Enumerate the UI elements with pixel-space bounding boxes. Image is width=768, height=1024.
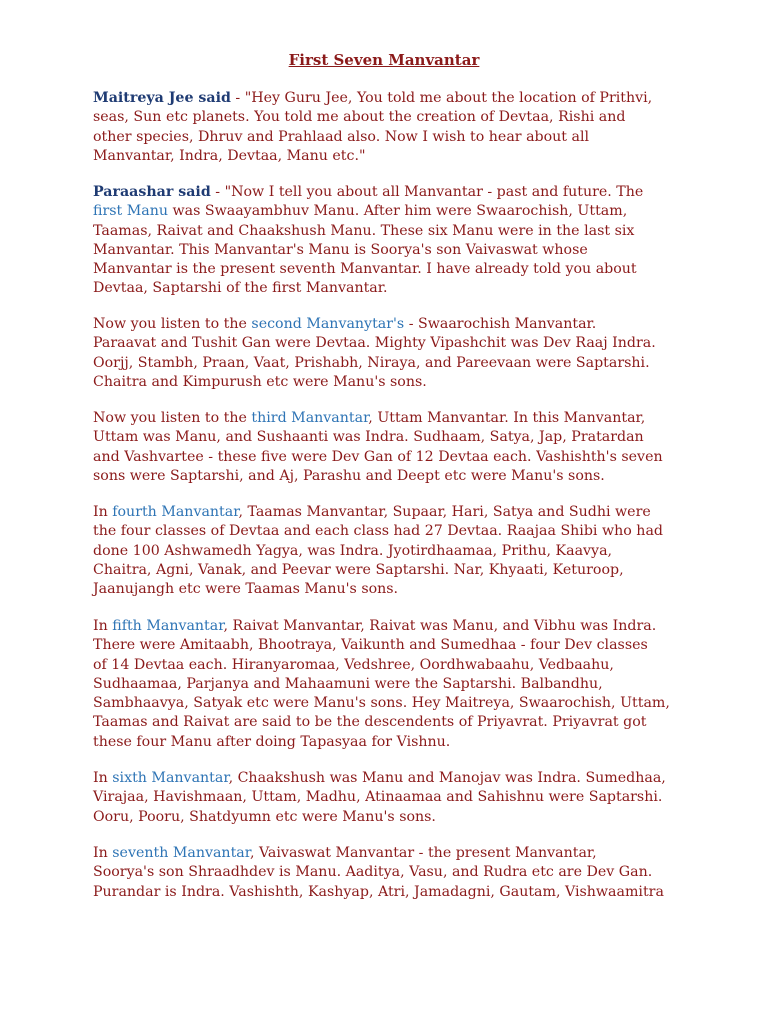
text-segment: Virajaa, Havishmaan, Uttam, Madhu, Atinaamaa and Sahishnu were Saptarshi. <box>93 789 663 806</box>
text-segment: Now you listen to the <box>93 410 252 426</box>
text-line <box>93 636 693 655</box>
text-segment: There were Amitaabh, Bhootraya, Vaikunth and Sumedhaa - four Dev classes <box>93 637 648 654</box>
text-segment: was Swaayambhuv Manu. After him were Swaarochish, Uttam, <box>168 203 628 220</box>
paragraph-sixth <box>93 769 693 827</box>
text-line <box>93 409 693 428</box>
text-segment: In <box>93 504 113 520</box>
text-line <box>93 279 693 298</box>
text-line <box>93 617 693 636</box>
text-segment: Jaanujangh etc were Taamas Manu's sons. <box>93 581 399 598</box>
text-segment: In <box>93 770 113 786</box>
paragraph-fifth <box>93 617 693 752</box>
text-segment: Sambhaavya, Satyak etc were Manu's sons. Hey Maitreya, Swaarochish, Uttam, <box>93 695 670 712</box>
text-segment: of 14 Devtaa each. Hiranyaromaa, Vedshree, Oordhwabaahu, Vedbaahu, <box>93 656 614 673</box>
text-segment: Taamas, Raivat and Chaakshush Manu. These six Manu were in the last six <box>93 222 635 239</box>
text-line <box>93 542 693 561</box>
text-segment: Taamas and Raivat are said to be the descendents of Priyavrat. Priyavrat got <box>93 714 647 731</box>
paragraph-paraashar <box>93 183 693 299</box>
manvantar-reference: third Manvantar <box>251 410 369 426</box>
text-line <box>93 128 693 147</box>
text-segment: Now you listen to the <box>93 316 252 332</box>
text-line <box>93 733 693 752</box>
paragraph-seventh <box>93 844 693 902</box>
text-line <box>93 448 693 467</box>
text-line <box>93 808 693 827</box>
text-segment: Ooru, Pooru, Shatdyumn etc were Manu's sons. <box>93 808 436 825</box>
speaker-label: Maitreya Jee said <box>93 90 231 106</box>
text-line <box>93 503 693 522</box>
text-line <box>93 863 693 882</box>
text-line <box>93 222 693 241</box>
text-line <box>93 373 693 392</box>
text-segment: Manvantar. This Manvantar's Manu is Soorya's son Vaivaswat whose <box>93 241 588 258</box>
text-segment: Manvantar is the present seventh Manvantar. I have already told you about <box>93 261 637 278</box>
text-line <box>93 788 693 807</box>
text-segment: Paraavat and Tushit Gan were Devtaa. Mighty Vipashchit was Dev Raaj Indra. <box>93 335 656 352</box>
text-line <box>93 467 693 486</box>
text-line <box>93 428 693 447</box>
text-line <box>93 844 693 863</box>
speaker-label: Paraashar said <box>93 184 211 200</box>
text-segment: - "Hey Guru Jee, You told me about the location of Prithvi, <box>230 90 653 106</box>
text-segment: Chaitra, Agni, Vanak, and Peevar were Saptarshi. Nar, Khyaati, Keturoop, <box>93 561 624 578</box>
text-segment: Manvantar, Indra, Devtaa, Manu etc." <box>93 147 366 164</box>
text-line <box>93 656 693 675</box>
text-segment: Sudhaamaa, Parjanya and Mahaamuni were the Saptarshi. Balbandhu, <box>93 675 603 692</box>
manvantar-reference: sixth Manvantar <box>112 770 229 786</box>
text-line <box>93 675 693 694</box>
manvantar-reference: fifth Manvantar <box>112 618 224 634</box>
paragraph-fourth <box>93 503 693 599</box>
text-line <box>93 561 693 580</box>
text-segment: Soorya's son Shraadhdev is Manu. Aaditya, Vasu, and Rudra etc are Dev Gan. <box>93 864 653 881</box>
text-line <box>93 183 693 202</box>
manvantar-reference: fourth Manvantar <box>112 504 239 520</box>
text-segment: these four Manu after doing Tapasyaa for Vishnu. <box>93 733 451 750</box>
text-line <box>93 202 693 221</box>
paragraph-second <box>93 315 693 392</box>
paragraph-third <box>93 409 693 486</box>
text-segment: sons were Saptarshi, and Aj, Parashu and Deept etc were Manu's sons. <box>93 467 605 484</box>
text-line <box>93 694 693 713</box>
paragraph-maitreya <box>93 89 693 166</box>
text-segment: Uttam was Manu, and Sushaanti was Indra. Sudhaam, Satya, Jap, Pratardan <box>93 429 644 446</box>
text-segment: , Taamas Manvantar, Supaar, Hari, Satya and Sudhi were <box>238 504 651 520</box>
text-segment: Chaitra and Kimpurush etc were Manu's sons. <box>93 373 427 390</box>
text-line <box>93 522 693 541</box>
text-line <box>93 147 693 166</box>
text-line <box>93 769 693 788</box>
text-segment: seas, Sun etc planets. You told me about the creation of Devtaa, Rishi and <box>93 109 626 126</box>
text-segment: - Swaarochish Manvantar. <box>404 316 597 332</box>
text-line <box>93 315 693 334</box>
text-segment: other species, Dhruv and Prahlaad also. Now I wish to hear about all <box>93 128 590 145</box>
text-segment: In <box>93 845 113 861</box>
text-segment: done 100 Ashwamedh Yagya, was Indra. Jyotirdhaamaa, Prithu, Kaavya, <box>93 542 613 559</box>
text-segment: Devtaa, Saptarshi of the first Manvantar. <box>93 280 388 297</box>
text-segment: Purandar is Indra. Vashishth, Kashyap, Atri, Jamadagni, Gautam, Vishwaamitra <box>93 883 664 900</box>
text-segment: , Uttam Manvantar. In this Manvantar, <box>368 410 646 426</box>
document-title: First Seven Manvantar <box>288 51 480 69</box>
text-segment: , Vaivaswat Manvantar - the present Manvantar, <box>249 845 597 861</box>
manvantar-reference: first Manu <box>93 203 168 220</box>
text-segment: , Raivat Manvantar, Raivat was Manu, and Vibhu was Indra. <box>223 618 657 634</box>
text-line <box>93 334 693 353</box>
text-line <box>93 580 693 599</box>
text-line <box>93 713 693 732</box>
text-segment: the four classes of Devtaa and each class had 27 Devtaa. Raajaa Shibi who had <box>93 523 663 540</box>
text-segment: Oorjj, Stambh, Praan, Vaat, Prishabh, Niraya, and Pareevaan were Saptarshi. <box>93 354 650 371</box>
text-line <box>93 354 693 373</box>
text-line <box>93 883 693 902</box>
text-line <box>93 108 693 127</box>
manvantar-reference: second Manvanytar's <box>251 316 405 332</box>
text-line <box>93 260 693 279</box>
manvantar-reference: seventh Manvantar <box>112 845 250 861</box>
text-line <box>93 89 693 108</box>
text-segment: and Vashvartee - these five were Dev Gan of 12 Devtaa each. Vashishth's seven <box>93 448 663 465</box>
text-line <box>93 241 693 260</box>
text-segment: , Chaakshush was Manu and Manojav was Indra. Sumedhaa, <box>228 770 666 786</box>
text-segment: In <box>93 618 113 634</box>
text-segment: - "Now I tell you about all Manvantar - past and future. The <box>210 184 644 200</box>
